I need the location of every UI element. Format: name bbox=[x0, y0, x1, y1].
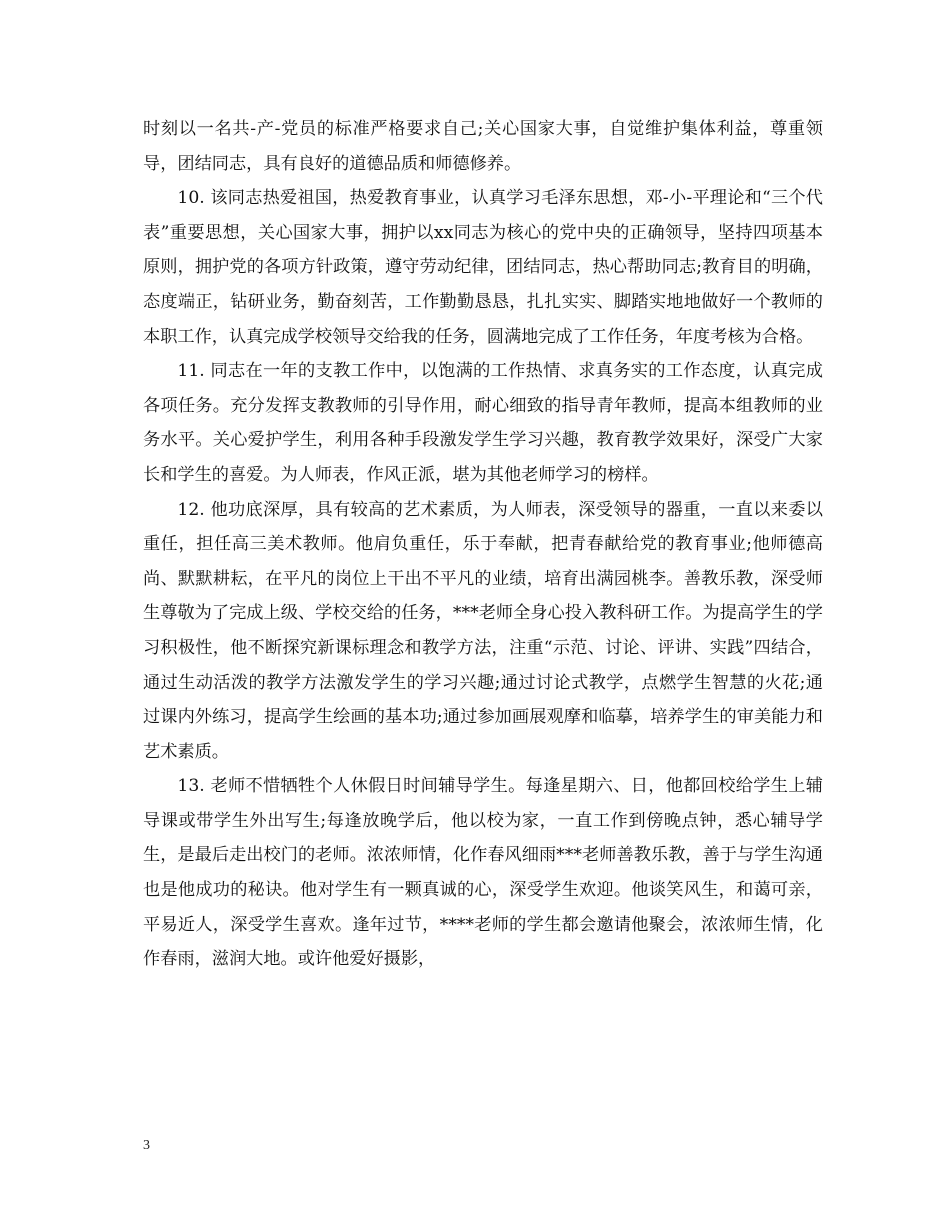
paragraph-continuation: 时刻以一名共-产-党员的标准严格要求自己;关心国家大事，自觉维护集体利益，尊重领导，团结同志，具有良好的道德品质和师德修养。 bbox=[143, 119, 823, 174]
page-number: 3 bbox=[143, 1138, 150, 1153]
paragraph-item-11: 11. 同志在一年的支教工作中，以饱满的工作热情、求真务实的工作态度，认真完成各项任务。充分发挥支教教师的引导作用，耐心细致的指导青年教师，提高本组教师的业务水平。关心爱护学生，利用各种手段激发学生学习兴趣，教育教学效果好，深受广大家长和学生的喜爱。为人师表，作风正派，堪为其他老师学习的榜样。 bbox=[143, 361, 823, 485]
paragraph-item-12: 12. 他功底深厚，具有较高的艺术素质，为人师表，深受领导的器重，一直以来委以重任，担任高三美术教师。他肩负重任，乐于奉献，把青春献给党的教育事业;他师德高尚、默默耕耘，在平凡的岗位上干出不平凡的业绩，培育出满园桃李。善教乐教，深受师生尊敬为了完成上级、学校交给的任务，***老师全身心投入教科研工作。为提高学生的学习积极性，他不断探究新课标理念和教学方法，注重“示范、讨论、评讲、实践”四结合，通过生动活泼的教学方法激发学生的学习兴趣;通过讨论式教学，点燃学生智慧的火花;通过课内外练习，提高学生绘画的基本功;通过参加画展观摩和临摹，培养学生的审美能力和艺术素质。 bbox=[143, 499, 823, 762]
paragraph-item-10: 10. 该同志热爱祖国，热爱教育事业，认真学习毛泽东思想，邓-小-平理论和“三个代表”重要思想，关心国家大事，拥护以xx同志为核心的党中央的正确领导，坚持四项基本原则，拥护党的各项方针政策，遵守劳动纪律，团结同志，热心帮助同志;教育目的明确，态度端正，钻研业务，勤奋刻苦，工作勤勤恳恳，扎扎实实、脚踏实地地做好一个教师的本职工作，认真完成学校领导交给我的任务，圆满地完成了工作任务，年度考核为合格。 bbox=[143, 188, 823, 347]
document-body bbox=[143, 112, 823, 977]
paragraph-item-13: 13. 老师不惜牺牲个人休假日时间辅导学生。每逢星期六、日，他都回校给学生上辅导课或带学生外出写生;每逢放晚学后，他以校为家，一直工作到傍晚点钟，悉心辅导学生，是最后走出校门的老师。浓浓师情，化作春风细雨***老师善教乐教，善于与学生沟通也是他成功的秘诀。他对学生有一颗真诚的心，深受学生欢迎。他谈笑风生，和蔼可亲，平易近人，深受学生喜欢。逢年过节，****老师的学生都会邀请他聚会，浓浓师生情，化作春雨，滋润大地。或许他爱好摄影， bbox=[143, 776, 823, 970]
